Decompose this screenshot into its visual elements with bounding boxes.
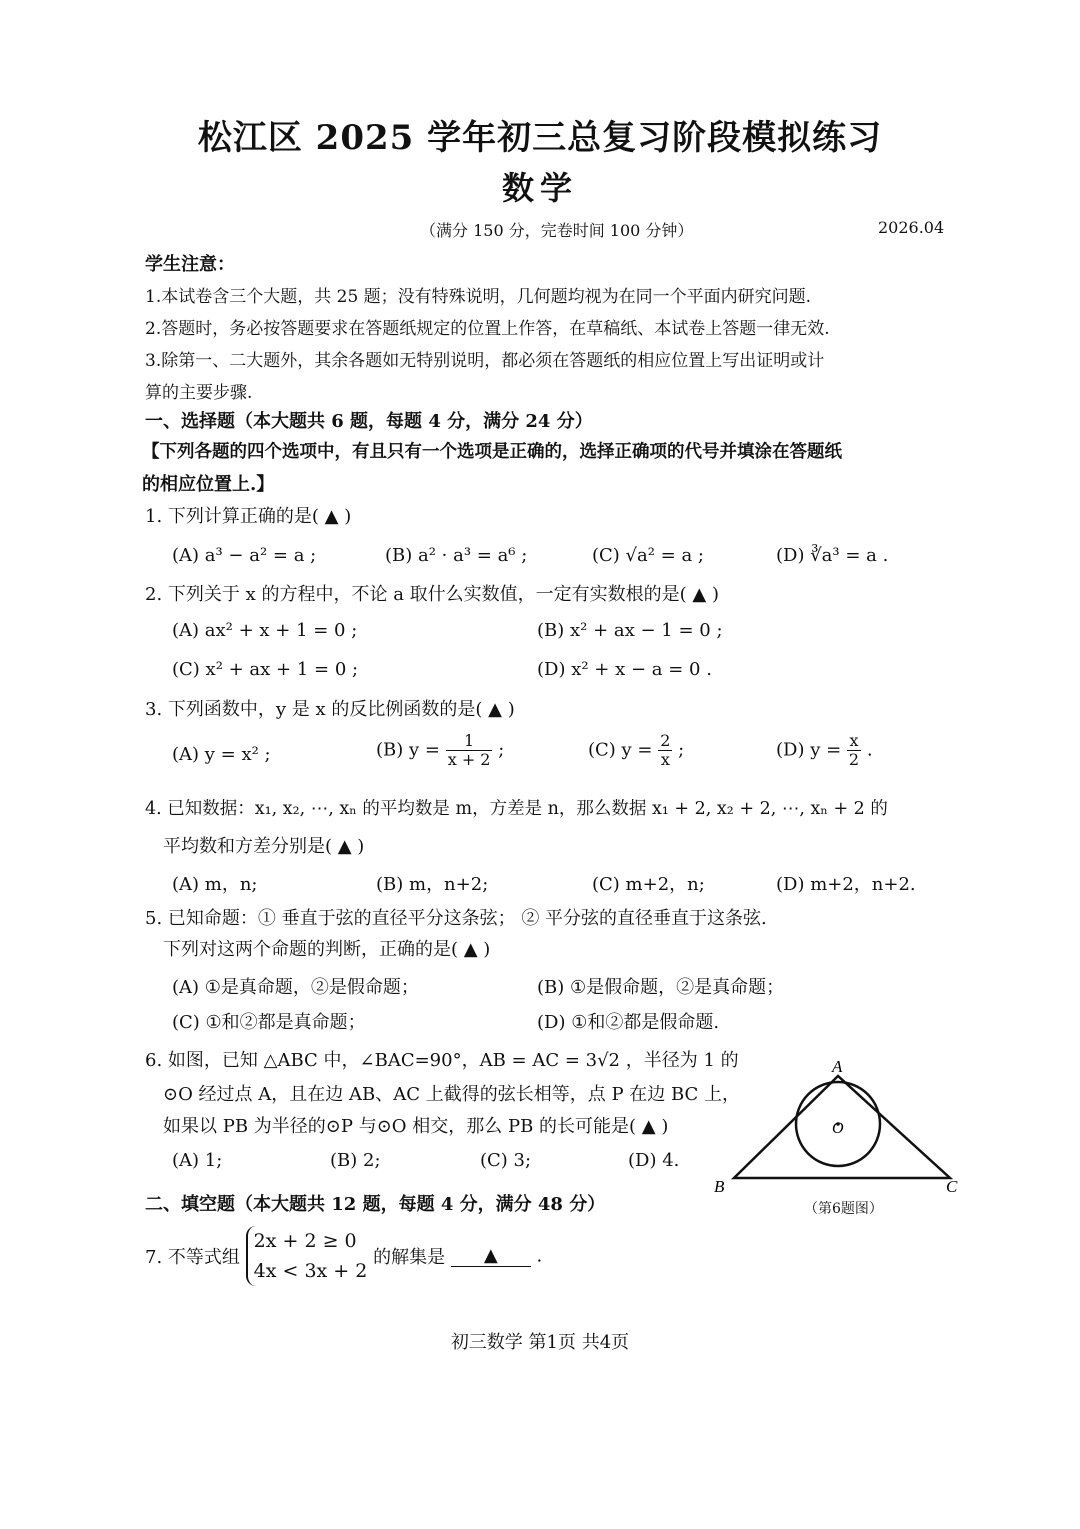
section1-instruction: 【下列各题的四个选项中，有且只有一个选项是正确的，选择正确项的代号并填涂在答题纸 (142, 442, 842, 462)
section1-heading: 一、选择题（本大题共 6 题，每题 4 分，满分 24 分） (145, 411, 593, 432)
q5-option-d: (D) ①和②都是假命题. (537, 1012, 720, 1033)
q4-stem: 4. 已知数据：x₁, x₂, ⋯, xₙ 的平均数是 m，方差是 n，那么数据 x₁ + 2, x₂ + 2, ⋯, xₙ + 2 的 (145, 799, 888, 819)
q3-option-d (776, 732, 873, 769)
q6-option-b: (B) 2; (330, 1150, 381, 1171)
q4-option-d: (D) m+2，n+2. (776, 874, 916, 895)
q2-option-a: (A) ax² + x + 1 = 0 ; (172, 620, 358, 641)
notice-heading: 学生注意： (145, 254, 235, 275)
section1-instruction-2: 的相应位置上.】 (142, 474, 275, 495)
q4-option-c: (C) m+2，n; (592, 874, 705, 895)
notice-item: 算的主要步骤. (145, 383, 253, 403)
q3-option-b (376, 732, 504, 769)
q6-option-d: (D) 4. (628, 1150, 680, 1171)
q3-option-d-period: . (866, 739, 873, 761)
q6-stem-3: 如果以 PB 为半径的⊙P 与⊙O 相交，那么 PB 的长可能是( ▲ ) (163, 1116, 669, 1137)
inequality-2: 4x < 3x + 2 (253, 1260, 368, 1282)
q7-prefix: 7. 不等式组 (145, 1247, 240, 1268)
q3-option-c-semi: ; (678, 739, 685, 761)
q2-stem: 2. 下列关于 x 的方程中，不论 a 取什么实数值，一定有实数根的是( ▲ ) (145, 584, 719, 605)
q3-option-d-fraction (847, 732, 861, 769)
fraction-denominator: 2 (848, 750, 860, 769)
q5-option-b: (B) ①是假命题，②是真命题； (537, 977, 785, 998)
label-a: A (832, 1057, 843, 1076)
q3-option-a: (A) y = x² ; (172, 744, 271, 765)
q7 (145, 1226, 542, 1286)
exam-date: 2026.04 (878, 218, 945, 237)
fraction-denominator: x (660, 750, 670, 769)
notice-item: 3.除第一、二大题外，其余各题如无特别说明，都必须在答题纸的相应位置上写出证明或计 (145, 351, 825, 371)
q4-option-b: (B) m，n+2; (376, 874, 489, 895)
q5-stem: 5. 已知命题：① 垂直于弦的直径平分这条弦； ② 平分弦的直径垂直于这条弦. (145, 908, 767, 929)
q6-option-c: (C) 3; (480, 1150, 532, 1171)
q3-option-b-label: (B) y = (376, 739, 440, 761)
fraction-numerator: x (847, 732, 861, 751)
q5-option-c: (C) ①和②都是真命题； (172, 1012, 366, 1033)
inequality-1: 2x + 2 ≥ 0 (253, 1230, 357, 1252)
q7-middle: 的解集是 (373, 1247, 446, 1268)
q3-stem: 3. 下列函数中，y 是 x 的反比例函数的是( ▲ ) (145, 699, 515, 720)
figure-caption: （第6题图） (804, 1201, 883, 1217)
page-footer: 初三数学 第1页 共4页 (450, 1332, 630, 1353)
q3-option-c-fraction (658, 732, 672, 769)
q2-option-b: (B) x² + ax − 1 = 0 ; (537, 620, 723, 641)
q3-option-b-fraction (446, 732, 493, 769)
q1-option-c: (C) √a² = a ; (592, 545, 704, 566)
fraction-denominator: x + 2 (447, 750, 491, 769)
q1-option-a: (A) a³ − a² = a ; (172, 545, 317, 566)
q1-option-b: (B) a² · a³ = a⁶ ; (385, 545, 528, 566)
fraction-numerator: 1 (446, 732, 493, 751)
q1-stem: 1. 下列计算正确的是( ▲ ) (145, 506, 352, 527)
q5-stem-2: 下列对这两个命题的判断，正确的是( ▲ ) (163, 939, 491, 960)
q1-option-d: (D) ∛a³ = a . (776, 545, 889, 566)
label-b: B (714, 1177, 725, 1196)
q3-option-c (588, 732, 684, 769)
q6-figure (700, 1050, 980, 1200)
q6-stem: 6. 如图，已知 △ABC 中，∠BAC=90°，AB = AC = 3√2 ，半径为 1 的 (145, 1050, 739, 1071)
inequality-system (246, 1226, 368, 1286)
q2-option-c: (C) x² + ax + 1 = 0 ; (172, 659, 359, 680)
q3-option-b-semi: ; (498, 739, 505, 761)
q4-option-a: (A) m，n; (172, 874, 258, 895)
q2-option-d: (D) x² + x − a = 0 . (537, 659, 712, 680)
fraction-numerator: 2 (660, 731, 671, 750)
q4-stem-2: 平均数和方差分别是( ▲ ) (163, 836, 365, 857)
q6-stem-2: ⊙O 经过点 A，且在边 AB、AC 上截得的弦长相等，点 P 在边 BC 上， (163, 1084, 741, 1105)
page-title: 松江区 2025 学年初三总复习阶段模拟练习 (197, 118, 883, 158)
notice-item: 1.本试卷含三个大题，共 25 题；没有特殊说明，几何题均视为在同一个平面内研究问题. (145, 287, 812, 307)
q7-answer-blank[interactable]: ▲ (451, 1245, 531, 1267)
q3-option-d-label: (D) y = (776, 739, 842, 761)
exam-info: （满分 150 分，完卷时间 100 分钟） (420, 221, 694, 240)
notice-item: 2.答题时，务必按答题要求在答题纸规定的位置上作答，在草稿纸、本试卷上答题一律无效. (145, 319, 830, 339)
section2-heading: 二、填空题（本大题共 12 题，每题 4 分，满分 48 分） (145, 1194, 606, 1215)
q6-option-a: (A) 1; (172, 1150, 223, 1171)
label-c: C (946, 1177, 958, 1196)
q5-option-a: (A) ①是真命题，②是假命题； (172, 977, 419, 998)
subject-title: 数学 (501, 169, 578, 207)
q3-option-c-label: (C) y = (588, 739, 653, 761)
label-o: O (832, 1120, 844, 1137)
q7-end: . (536, 1245, 543, 1267)
